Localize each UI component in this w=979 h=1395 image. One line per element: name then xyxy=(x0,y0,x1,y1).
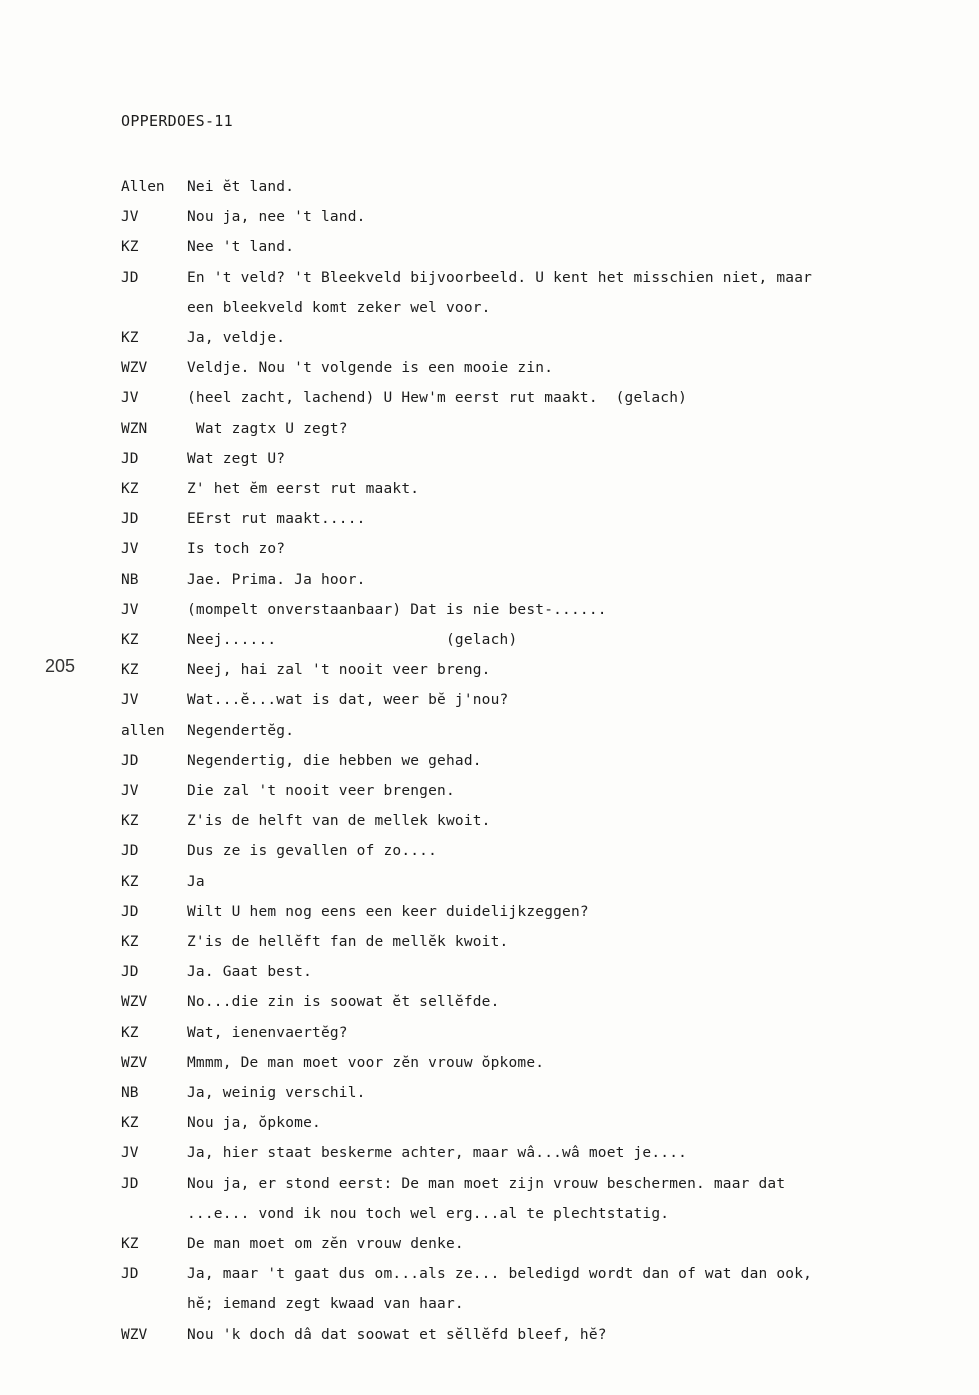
speaker-label: WZV xyxy=(121,360,148,377)
speaker-label: JV xyxy=(121,692,139,709)
utterance-line: Nee 't land. xyxy=(187,239,295,256)
utterance-line: Is toch zo? xyxy=(187,541,286,558)
speaker-label: KZ xyxy=(121,329,139,346)
utterance-line: Negendertĕg. xyxy=(187,722,295,739)
utterance-line: En 't veld? 't Bleekveld bijvoorbeeld. U kent het misschien niet, maar xyxy=(187,269,813,286)
utterance xyxy=(187,1229,961,1259)
utterance xyxy=(187,685,961,715)
utterance xyxy=(187,867,961,897)
utterance-line: De man moet om zĕn vrouw denke. xyxy=(187,1236,464,1253)
transcript-row xyxy=(121,414,961,444)
utterance xyxy=(187,474,961,504)
utterance xyxy=(187,595,961,625)
utterance xyxy=(187,806,961,836)
utterance xyxy=(187,172,961,202)
utterance xyxy=(187,1078,961,1108)
utterance xyxy=(187,383,961,413)
speaker-label: JD xyxy=(121,269,139,286)
utterance-line: Ja, hier staat beskerme achter, maar wâ...wâ moet je.... xyxy=(187,1145,688,1162)
speaker-label: JD xyxy=(121,843,139,860)
utterance-line: Ja, veldje. xyxy=(187,329,286,346)
transcript-row xyxy=(121,1108,961,1138)
transcript-row xyxy=(121,353,961,383)
utterance-line: Die zal 't nooit veer brengen. xyxy=(187,783,455,800)
utterance-line: Mmmm, De man moet voor zĕn vrouw ŏpkome. xyxy=(187,1054,545,1071)
transcript-row xyxy=(121,1229,961,1259)
utterance-line: Nei ĕt land. xyxy=(187,179,295,195)
speaker-label: JD xyxy=(121,1175,139,1192)
utterance xyxy=(187,1108,961,1138)
utterance-line: Wilt U hem nog eens een keer duidelijkzeggen? xyxy=(187,903,589,920)
transcript-row xyxy=(121,202,961,232)
transcript-row xyxy=(121,655,961,685)
speaker-label: NB xyxy=(121,1085,139,1102)
transcript-row xyxy=(121,625,961,655)
speaker-label: WZV xyxy=(121,1054,148,1071)
transcript-row xyxy=(121,565,961,595)
speaker-label: JV xyxy=(121,1145,139,1162)
speaker-label: JV xyxy=(121,783,139,800)
utterance xyxy=(187,987,961,1017)
utterance xyxy=(187,1048,961,1078)
transcript-row xyxy=(121,172,961,202)
transcript-row xyxy=(121,1048,961,1078)
speaker-label: JV xyxy=(121,390,139,407)
transcript-row xyxy=(121,806,961,836)
utterance-line: Dus ze is gevallen of zo.... xyxy=(187,843,438,860)
transcript-row xyxy=(121,1078,961,1108)
speaker-label: KZ xyxy=(121,1024,139,1041)
transcript-row xyxy=(121,746,961,776)
transcript-row xyxy=(121,444,961,474)
speaker-label: NB xyxy=(121,571,139,588)
transcript-row xyxy=(121,957,961,987)
utterance-line: Z' het ĕm eerst rut maakt. xyxy=(187,481,420,497)
speaker-label: JV xyxy=(121,541,139,558)
transcript-row xyxy=(121,534,961,564)
speaker-label: JD xyxy=(121,964,139,981)
utterance-line: Neej...... (gelach) xyxy=(187,632,518,649)
utterance xyxy=(187,927,961,957)
speaker-label: JD xyxy=(121,450,139,467)
speaker-label: KZ xyxy=(121,662,139,679)
speaker-label: JV xyxy=(121,601,139,618)
utterance xyxy=(187,202,961,232)
transcript-row xyxy=(121,595,961,625)
utterance-line: No...die zin is soowat ĕt sellĕfde. xyxy=(187,994,500,1011)
utterance xyxy=(187,716,961,746)
utterance-line: Ja xyxy=(187,873,205,890)
utterance-line: (heel zacht, lachend) U Hew'm eerst rut maakt. (gelach) xyxy=(187,390,688,407)
utterance xyxy=(187,232,961,262)
utterance-line: Ja, weinig verschil. xyxy=(187,1085,366,1102)
transcript-row xyxy=(121,1320,961,1350)
transcript-row xyxy=(121,987,961,1017)
transcript-row xyxy=(121,836,961,866)
transcript-row xyxy=(121,897,961,927)
speaker-label: WZN xyxy=(121,420,148,437)
transcript-row xyxy=(121,867,961,897)
utterance-line: Nou 'k doch dâ dat soowat et sĕllĕfd bleef, hĕ? xyxy=(187,1326,607,1343)
transcript-row xyxy=(121,323,961,353)
transcript-row xyxy=(121,504,961,534)
speaker-label: KZ xyxy=(121,481,139,497)
utterance xyxy=(187,655,961,685)
speaker-label: KZ xyxy=(121,1236,139,1253)
speaker-label: KZ xyxy=(121,1115,139,1132)
transcript-row xyxy=(121,1259,961,1319)
transcript-row xyxy=(121,1018,961,1048)
utterance-line: Ja, maar 't gaat dus om...als ze... beledigd wordt dan of wat dan ook, xyxy=(187,1266,813,1283)
utterance xyxy=(187,1018,961,1048)
utterance xyxy=(187,836,961,866)
speaker-label: KZ xyxy=(121,632,139,649)
utterance xyxy=(187,263,961,323)
utterance xyxy=(187,353,961,383)
utterance-line: Nou ja, er stond eerst: De man moet zijn vrouw beschermen. maar dat xyxy=(187,1175,786,1192)
transcript-row xyxy=(121,716,961,746)
utterance xyxy=(187,414,961,444)
speaker-label: JD xyxy=(121,752,139,769)
utterance xyxy=(187,1169,961,1229)
utterance-line: Negendertig, die hebben we gehad. xyxy=(187,752,482,769)
utterance-line: Wat zegt U? xyxy=(187,450,286,467)
utterance xyxy=(187,1138,961,1168)
speaker-label: WZV xyxy=(121,1326,148,1343)
transcript-row xyxy=(121,474,961,504)
utterance xyxy=(187,625,961,655)
utterance xyxy=(187,323,961,353)
speaker-label: JD xyxy=(121,903,139,920)
utterance-line: (mompelt onverstaanbaar) Dat is nie best-...... xyxy=(187,601,607,618)
utterance-line: Nou ja, nee 't land. xyxy=(187,209,366,226)
transcript-row xyxy=(121,927,961,957)
transcript-row xyxy=(121,232,961,262)
speaker-label: JD xyxy=(121,511,139,528)
utterance-line: Neej, hai zal 't nooit veer breng. xyxy=(187,662,491,679)
transcript-row xyxy=(121,685,961,715)
utterance-line: een bleekveld komt zeker wel voor. xyxy=(187,299,491,316)
utterance-line: Nou ja, ŏpkome. xyxy=(187,1115,321,1132)
speaker-label: KZ xyxy=(121,873,139,890)
utterance-line: Wat zagtx U zegt? xyxy=(187,420,348,437)
utterance-line: Wat, ienenvaertĕg? xyxy=(187,1024,348,1041)
transcript-row xyxy=(121,776,961,806)
transcript-row xyxy=(121,1138,961,1168)
speaker-label: KZ xyxy=(121,239,139,256)
utterance xyxy=(187,1320,961,1350)
transcript xyxy=(121,172,961,1350)
utterance xyxy=(187,897,961,927)
utterance-line: hĕ; iemand zegt kwaad van haar. xyxy=(187,1296,464,1313)
utterance xyxy=(187,957,961,987)
speaker-label: allen xyxy=(121,722,165,739)
utterance xyxy=(187,565,961,595)
transcript-row xyxy=(121,263,961,323)
utterance xyxy=(187,1259,961,1319)
utterance xyxy=(187,444,961,474)
utterance-line: Ja. Gaat best. xyxy=(187,964,313,981)
utterance-line: ...e... vond ik nou toch wel erg...al te plechtstatig. xyxy=(187,1205,670,1222)
utterance xyxy=(187,776,961,806)
utterance-line: Jae. Prima. Ja hoor. xyxy=(187,571,366,588)
speaker-label: WZV xyxy=(121,994,148,1011)
speaker-label: JV xyxy=(121,209,139,226)
utterance-line: EErst rut maakt..... xyxy=(187,511,366,528)
page-header: OPPERDOES-11 xyxy=(121,112,233,130)
utterance-line: Z'is de hellĕft fan de mellĕk kwoit. xyxy=(187,934,509,951)
margin-number: 205 xyxy=(45,656,76,676)
speaker-label: KZ xyxy=(121,934,139,951)
utterance xyxy=(187,504,961,534)
utterance xyxy=(187,534,961,564)
speaker-label: JD xyxy=(121,1266,139,1283)
utterance-line: Wat...ĕ...wat is dat, weer bĕ j'nou? xyxy=(187,692,509,709)
transcript-row xyxy=(121,383,961,413)
utterance-line: Z'is de helft van de mellek kwoit. xyxy=(187,813,491,830)
utterance xyxy=(187,746,961,776)
transcript-row xyxy=(121,1169,961,1229)
utterance-line: Veldje. Nou 't volgende is een mooie zin. xyxy=(187,360,554,377)
speaker-label: Allen xyxy=(121,179,165,195)
speaker-label: KZ xyxy=(121,813,139,830)
